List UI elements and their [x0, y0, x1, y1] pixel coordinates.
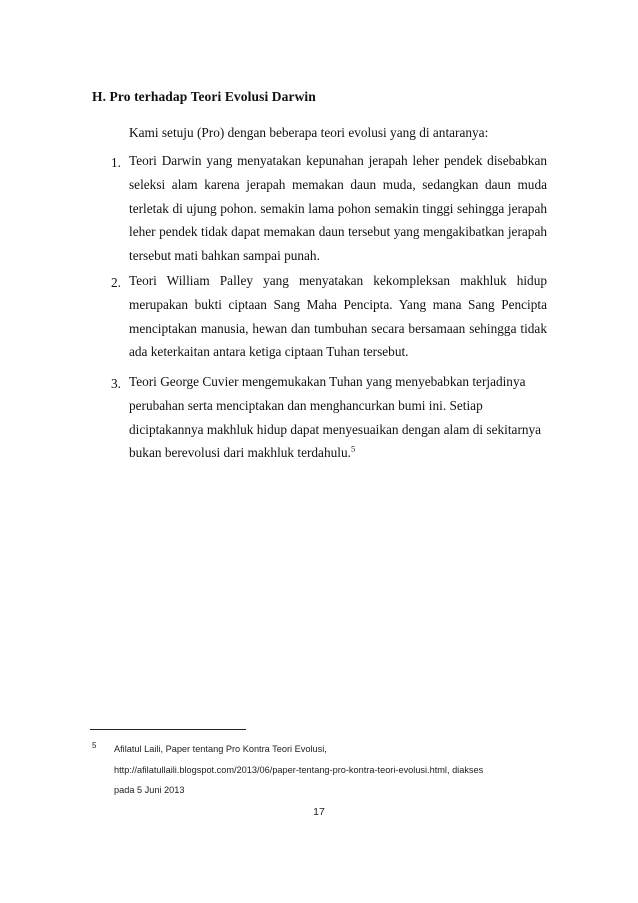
footnote-link[interactable]: http://afilatullaili.blogspot.com/2013/06/paper-tentang-pro-kontra-teori-evolusi.html, diakses	[114, 764, 484, 775]
list-item-line: bukan berevolusi dari makhluk terdahulu.	[129, 445, 351, 461]
footnote-reference[interactable]: 5	[350, 443, 356, 454]
list-item-text	[129, 370, 547, 465]
list-item-text: Teori Darwin yang menyatakan kepunahan jerapah leher pendek disebabkan seleksi alam karena jerapah memakan daun muda, sedangkan daun muda terletak di ujung pohon. semakin lama pohon semakin tinggi sehingga jerapah leher pendek tidak dapat memakan daun tersebut yang mengakibatkan jerapah tersebut mati bahkan sampai punah.	[129, 153, 547, 264]
list-item-number: 1.	[111, 155, 121, 170]
footnote-line: pada 5 Juni 2013	[114, 785, 185, 795]
page-number: 17	[313, 806, 325, 818]
list-item-line: Teori George Cuvier mengemukakan Tuhan yang menyebabkan terjadinya	[129, 374, 526, 389]
footnote-line: Afilatul Laili, Paper tentang Pro Kontra Teori Evolusi,	[114, 744, 327, 754]
list-item-number: 3.	[111, 376, 121, 391]
section-heading: H. Pro terhadap Teori Evolusi Darwin	[92, 89, 316, 104]
list-item-line: diciptakannya makhluk hidup dapat menyesuaikan dengan alam di sekitarnya	[129, 421, 542, 437]
footnote-mark: 5	[92, 741, 97, 750]
footnote-separator	[90, 729, 246, 730]
list-item-number: 2.	[111, 275, 121, 290]
list-item-line: perubahan serta menciptakan dan menghancurkan bumi ini. Setiap	[129, 397, 483, 413]
footnote	[92, 739, 552, 801]
intro-paragraph: Kami setuju (Pro) dengan beberapa teori evolusi yang di antaranya:	[129, 125, 489, 140]
list-item-text: Teori William Palley yang menyatakan kekompleksan makhluk hidup merupakan bukti ciptaan Sang Maha Pencipta. Yang mana Sang Pencipta menciptakan manusia, hewan dan tumbuhan secara bersamaan sehingga tidak ada keterkaitan antara ketiga ciptaan Tuhan tersebut.	[129, 273, 547, 360]
